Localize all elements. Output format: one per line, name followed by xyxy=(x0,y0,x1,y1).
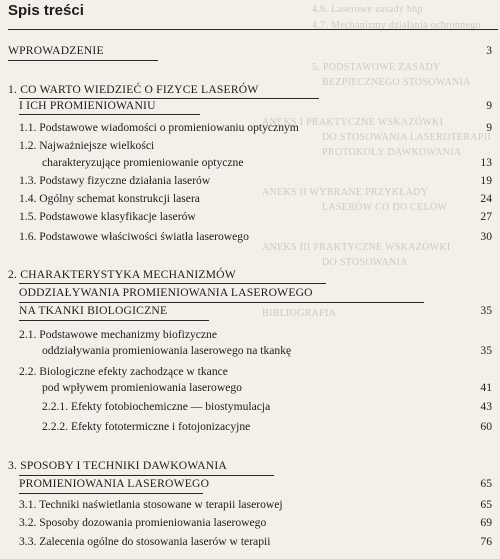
toc-entry-title: 3.3. Zalecenia ogólne do stosowania laserów w terapii xyxy=(19,535,271,548)
toc-entry-title: oddziaływania promieniowania laserowego na tkankę xyxy=(42,344,292,357)
toc-entry xyxy=(0,155,500,171)
toc-page-number: 30 xyxy=(480,230,492,243)
toc-entry-title: 2.2. Biologiczne efekty zachodzące w tkance xyxy=(19,365,228,378)
entry-underline xyxy=(19,320,209,321)
toc-entry xyxy=(0,419,500,435)
toc-entry xyxy=(0,229,500,245)
bleed-line: ANEKS I PRAKTYCZNE WSKAZÓWKI xyxy=(262,117,444,128)
toc-page-number: 41 xyxy=(480,381,492,394)
toc-entry xyxy=(0,191,500,207)
bleed-line: 4.7. Mechanizmy działania ochronnego xyxy=(312,20,481,31)
bleed-line: LASERÓW CO DO CELÓW xyxy=(322,202,448,213)
toc-entry-title: 1.1. Podstawowe wiadomości o promieniowaniu optycznym xyxy=(19,121,299,134)
toc-entry xyxy=(0,98,500,114)
toc-entry xyxy=(0,327,500,343)
bleed-line: BIBLIOGRAFIA xyxy=(262,308,337,319)
toc-page-number: 9 xyxy=(486,99,492,112)
toc-page-number: 60 xyxy=(480,420,492,433)
page-title: Spis treści xyxy=(8,2,84,19)
toc-page-number: 3 xyxy=(486,44,492,57)
toc-page-number: 69 xyxy=(480,516,492,529)
toc-page-number: 76 xyxy=(480,535,492,548)
entry-underline xyxy=(19,98,319,99)
bleed-line: ANEKS II WYBRANE PRZYKŁADY xyxy=(262,187,429,198)
toc-entry-title: ODDZIAŁYWANIA PROMIENIOWANIA LASEROWEGO xyxy=(19,286,313,299)
toc-entry xyxy=(0,209,500,225)
toc-page-number: 13 xyxy=(480,156,492,169)
toc-entry-title: I ICH PROMIENIOWANIU xyxy=(19,99,156,112)
toc-page-number: 19 xyxy=(480,174,492,187)
bleed-line: PROTOKOŁY DAWKOWANIA xyxy=(322,147,462,158)
toc-entry-title: pod wpływem promieniowania laserowego xyxy=(42,381,242,394)
toc-entry-title: 3.1. Techniki naświetlania stosowane w terapii laserowej xyxy=(19,498,283,511)
toc-entry xyxy=(0,138,500,154)
toc-page-number: 24 xyxy=(480,192,492,205)
toc-entry xyxy=(0,380,500,396)
toc-entry xyxy=(0,82,500,98)
toc-entry xyxy=(0,515,500,531)
toc-page-number: 43 xyxy=(480,400,492,413)
toc-entry-title: 2.2.2. Efekty fototermiczne i fotojonizacyjne xyxy=(42,420,251,433)
toc-entry-title: charakteryzujące promieniowanie optyczne xyxy=(42,156,244,169)
toc-entry xyxy=(0,497,500,513)
toc-entry xyxy=(0,399,500,415)
toc-entry-title: 1.6. Podstawowe właściwości światła laserowego xyxy=(19,230,249,243)
toc-entry-title: 3. SPOSOBY I TECHNIKI DAWKOWANIA xyxy=(8,459,227,472)
toc-entry xyxy=(0,343,500,359)
toc-entry xyxy=(0,120,500,136)
toc-entry xyxy=(0,476,500,492)
toc-entry xyxy=(0,267,500,283)
toc-page-number: 65 xyxy=(480,477,492,490)
toc-entry-title: 1.5. Podstawowe klasyfikacje laserów xyxy=(19,210,196,223)
toc-page-number: 35 xyxy=(480,344,492,357)
entry-underline xyxy=(19,114,200,115)
toc-entry-title: 1.2. Najważniejsze wielkości xyxy=(19,139,155,152)
toc-entry-title: 2.1. Podstawowe mechanizmy biofizyczne xyxy=(19,328,217,341)
toc-page-number: 27 xyxy=(480,210,492,223)
toc-entry xyxy=(0,364,500,380)
toc-entry-title: 2. CHARAKTERYSTYKA MECHANIZMÓW xyxy=(8,268,236,281)
entry-underline xyxy=(19,493,203,494)
toc-entry-title: WPROWADZENIE xyxy=(8,44,104,57)
toc-entry xyxy=(0,43,500,59)
toc-entry-title: 3.2. Sposoby dozowania promieniowania laserowego xyxy=(19,516,267,529)
entry-underline xyxy=(19,475,274,476)
entry-underline xyxy=(19,283,326,284)
toc-page-number: 65 xyxy=(480,498,492,511)
toc-page-number: 9 xyxy=(486,121,492,134)
toc-entry xyxy=(0,534,500,550)
toc-entry-title: 1.3. Podstawy fizyczne działania laserów xyxy=(19,174,211,187)
bleed-line: ANEKS III PRAKTYCZNE WSKAZÓWKI xyxy=(262,242,451,253)
toc-entry-title: NA TKANKI BIOLOGICZNE xyxy=(19,304,168,317)
bleed-line: DO STOSOWANIA xyxy=(322,257,408,268)
entry-underline xyxy=(8,60,158,61)
bleed-line: 5. PODSTAWOWE ZASADY xyxy=(312,62,441,73)
toc-entry-title: PROMIENIOWANIA LASEROWEGO xyxy=(19,477,210,490)
toc-entry xyxy=(0,285,500,301)
bleed-line: DO STOSOWANIA LASEROTERAPII xyxy=(322,132,492,143)
toc-entry xyxy=(0,458,500,474)
toc-page-number: 35 xyxy=(480,304,492,317)
title-rule xyxy=(8,29,498,30)
toc-entry-title: 1. CO WARTO WIEDZIEĆ O FIZYCE LASERÓW xyxy=(8,83,259,96)
bleed-line: 4.6. Laserowe zasady bhp xyxy=(312,4,423,15)
toc-entry-title: 1.4. Ogólny schemat konstrukcji lasera xyxy=(19,192,200,205)
toc-entry xyxy=(0,303,500,319)
bleed-line: BEZPIECZNEGO STOSOWANIA xyxy=(322,77,471,88)
toc-entry xyxy=(0,173,500,189)
toc-entry-title: 2.2.1. Efekty fotobiochemiczne — biostymulacja xyxy=(42,400,271,413)
